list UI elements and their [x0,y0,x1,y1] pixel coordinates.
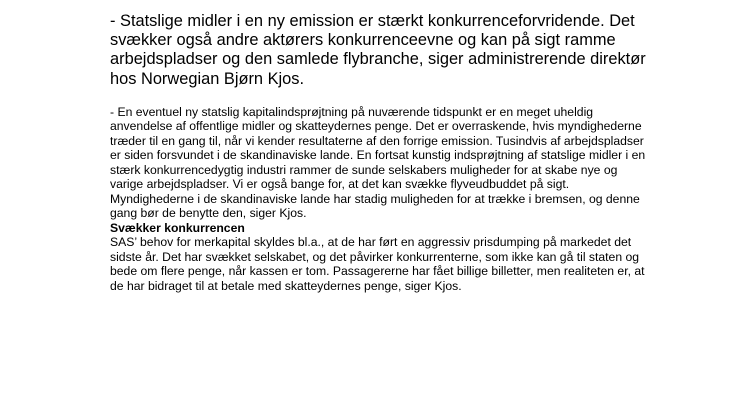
quote-paragraph: - En eventuel ny statslig kapitalindsprøjtning på nuværende tidspunkt er en meget uheldig anvendelse af offentlige midler og skatteydernes penge. Det er overraskende, hvis myndighederne træder til en gang til, når vi kender resultaterne af den forrige emission. Tusindvis af arbejdspladser er siden forsvundet i de skandinaviske lande. En fortsat kunstig indsprøjtning af statslige midler i en stærk konkurrencedygtig industri rammer de sunde selskabers muligheder for at skabe nye og varige arbejdspladser. Vi er også bange for, at det kan svække flyveudbuddet på sigt. Myndighederne i de skandinaviske lande har stadig muligheden for at trække i bremsen, og denne gang bør de benytte den, siger Kjos. [110,104,646,221]
article-body [110,12,650,293]
section-paragraph: SAS’ behov for merkapital skyldes bl.a., at de har ført en aggressiv prisdumping på markedet det sidste år. Det har svækket selskabet, og det påvirker konkurrenterne, som ikke kan gå til staten og bede om flere penge, når kassen er tom. Passagererne har fået billige billetter, men realiteten er, at de har bidraget til at betale med skatteydernes penge, siger Kjos. [110,235,645,293]
lead-paragraph: - Statslige midler i en ny emission er stærkt konkurrenceforvridende. Det svækker også andre aktørers konkurrenceevne og kan på sigt ramme arbejdspladser og den samlede flybranche, siger administrerende direktør hos Norwegian Bjørn Kjos. [110,12,646,88]
section-heading: Svækker konkurrencen [110,220,245,235]
